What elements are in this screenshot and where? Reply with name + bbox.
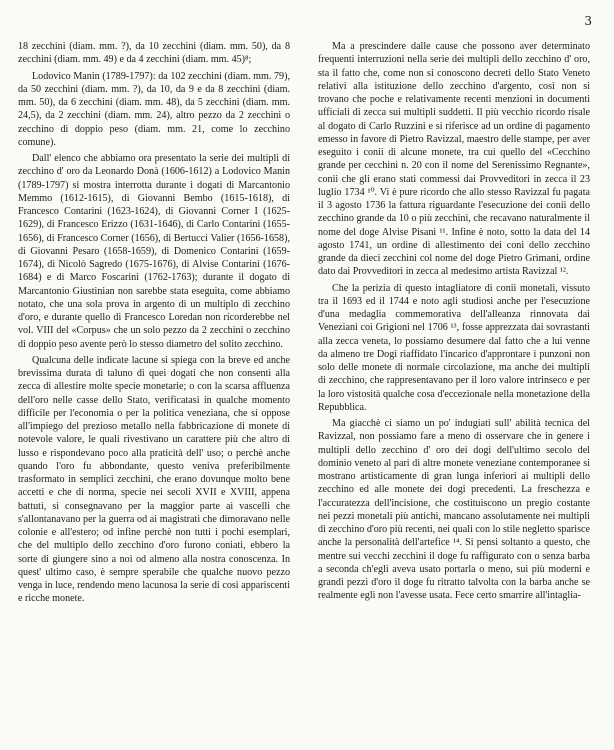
left-column [18,40,290,606]
right-column [318,40,590,603]
left-paragraph-4: Qualcuna delle indicate lacune si spiega con la breve ed anche brevissima durata di taluno di quei dogati che non consentì alla zecca di allestire molte specie monetarie; o con la scarsa affluenza dell'oro nelle casse dello Stato, verificatasi in qualche momento difficile per l'economia o per la politica veneziana, che si oppose all'impiego del prezioso metallo nella fabbricazione di monete di notevole valore, le quali rivestivano un carattere più che altro di lusso e rispondevano poco alla praticità dell' uso; o perchè anche quando l'oro fu abbondante, questo veniva preferibilmente trasformato in semplici zecchini, che erano dovunque molto bene accetti e che di norma, specie nei secoli XVII e XVIII, appena battuti, si consegnavano per la maggior parte ai vascelli che s'allontanavano per la guerra od ai magistrati che dimoravano nelle colonie e all'estero; od infine perchè non tutti i pochi esemplari, che del multiplo dello zecchino d'oro furono coniati, ebbero la sorte di giungere sino a noi od almeno alla nostra conoscenza. In quest' ultimo caso, è sempre sperabile che qualche nuovo pezzo venga in luce, rendendo meno lacunosa la serie di così appariscenti e ricche monete. [18,354,290,605]
left-paragraph-1: 18 zecchini (diam. mm. ?), da 10 zecchini (diam. mm. 50), da 8 zecchini (diam. mm. 49) e da 4 zecchini (diam. mm. 45)⁸; [18,41,290,66]
page-number: 3 [584,14,592,28]
right-paragraph-3: Ma giacchè ci siamo un po' indugiati sull' abilità tecnica del Ravizzal, non possiamo fare a meno di osservare che in genere i multipli dello zecchino d' oro dei dogi dell'ultimo secolo del dominio veneto al pari di altre monete veneziane contemporanee si mostrano artisticamente di gran lunga inferiori ai multipli dello zecchino ed alle monete dei dogi precedenti. La freschezza e l'accuratezza dell'incisione, che costituiscono un pregio costante nei pezzi monetali più antichi, mancano assolutamente nei multipli di zecchino d'oro più recenti, nei quali con lo stile negletto sparisce anche la personalità dell'artefice ¹⁴. Si pensi soltanto a questo, che mentre sui vecchi zecchini il doge fu raffigurato con o senza barba a seconda ch'egli aveva usato portarla o meno, sui più moderni e grandi pezzi d'oro il doge fu ritratto talvolta con la barba anche se realmente egli non l'avesse usata. Fece certo smarrire all'intaglia- [318,418,590,602]
right-paragraph-2: Che la perizia di questo intagliatore di conii monetali, vissuto tra il 1693 ed il 1744 e noto agli studiosi anche per l'esecuzione d'una medaglia commemorativa dell'alleanza rinnovata dai Veneziani coi Grigioni nel 1706 ¹³, fosse apprezzata dai sovrastanti alla zecca veneta, lo possiamo desumere dal fatto che a lui venne da almeno tre Dogi riaffidato l'incarico d'approntare i punzoni non solo delle monete di normale circolazione, ma anche dei multipli di zecchino, che rappresentavano per il loro valore intrinseco e per la loro vistosità qualche cosa d'eccezionale nella monetazione della Repubblica. [318,282,590,413]
left-paragraph-2: Lodovico Manin (1789-1797): da 102 zecchini (diam. mm. 79), da 50 zecchini (diam. mm. ?), da 10, da 9 e da 8 zecchini (diam. mm. 50), da 6 zecchini (diam. mm. 48), da 5 zecchini (diam. mm. 24,5), da 2 zecchini (diam. mm. 24), altro pezzo da 2 zecchini o zecchino di doppio peso (diam. mm. 21, come lo zecchino comune). [18,70,290,148]
left-paragraph-3: Dall' elenco che abbiamo ora presentato la serie dei multipli di zecchino d' oro da Leonardo Donà (1606-1612) a Lodovico Manin (1789-1797) si mostra interrotta durante i dogati di Marcantonio Memmo (1612-1615), di Giovanni Bembo (1615-1618), di Francesco Contarini (1623-1624), di Giovanni Corner I (1625-1629), di Francesco Erizzo (1631-1646), di Carlo Contarini (1655-1656), di Francesco Corner (1656), di Bertucci Valier (1656-1658), di Giovanni Pesaro (1658-1659), di Domenico Contarini (1659-1674), di Nicolò Sagredo (1675-1676), di Alvise Contarini (1676-1684) e di Marco Foscarini (1762-1763); durante il dogato di Marcantonio Giustinian non sarebbe stata eseguita, come abbiamo notato, che una sola prova in argento di un multiplo di zecchino d'oro, e durante quello di Francesco Loredan non ricorderebbe nel vol. VIII del «Corpus» che un solo pezzo da 2 zecchini o zecchino di doppio peso avente però lo stesso diametro del solito zecchino. [18,153,290,350]
right-paragraph-1: Ma a prescindere dalle cause che possono aver determinato frequenti interruzioni nella serie dei multipli dello zecchino d' oro, sta il fatto che, come non si conoscono decreti dello Stato Veneto relativi alla istituzione dello zecchino d'argento, così non si trovano che poche e relativamente recenti menzioni in documenti ufficiali di zecca sui multipli suddetti. Il più vecchio ricordo risale al dogato di Carlo Ruzzini e si riferisce ad un ordine di pagamento emesso in favore di Pietro Ravizzal, maestro delle stampe, per aver eseguito i conii di alcune monete, tra cui quello del «Cecchino grande per cecchini n. 20 con il nome del Serenissimo Regnante», conii che gli erano stati commessi dai Provveditori in zecca il 23 luglio 1734 ¹⁰. Vi è pure ricordo che allo stesso Ravizzal fu pagata il 3 agosto 1736 la fattura riguardante l'esecuzione dei conii dello zecchino grande da 10 o più zecchini, che recavano naturalmente il nome del doge Alvise Pisani ¹¹. Infine è noto, sotto la data del 14 agosto 1741, un ordine di allestimento dei coni dello zecchino grande da dieci zecchini col nome del doge Pietro Grimani, ordine dato dai Provveditori in zecca al medesimo artista Ravizzal ¹². [318,41,590,278]
